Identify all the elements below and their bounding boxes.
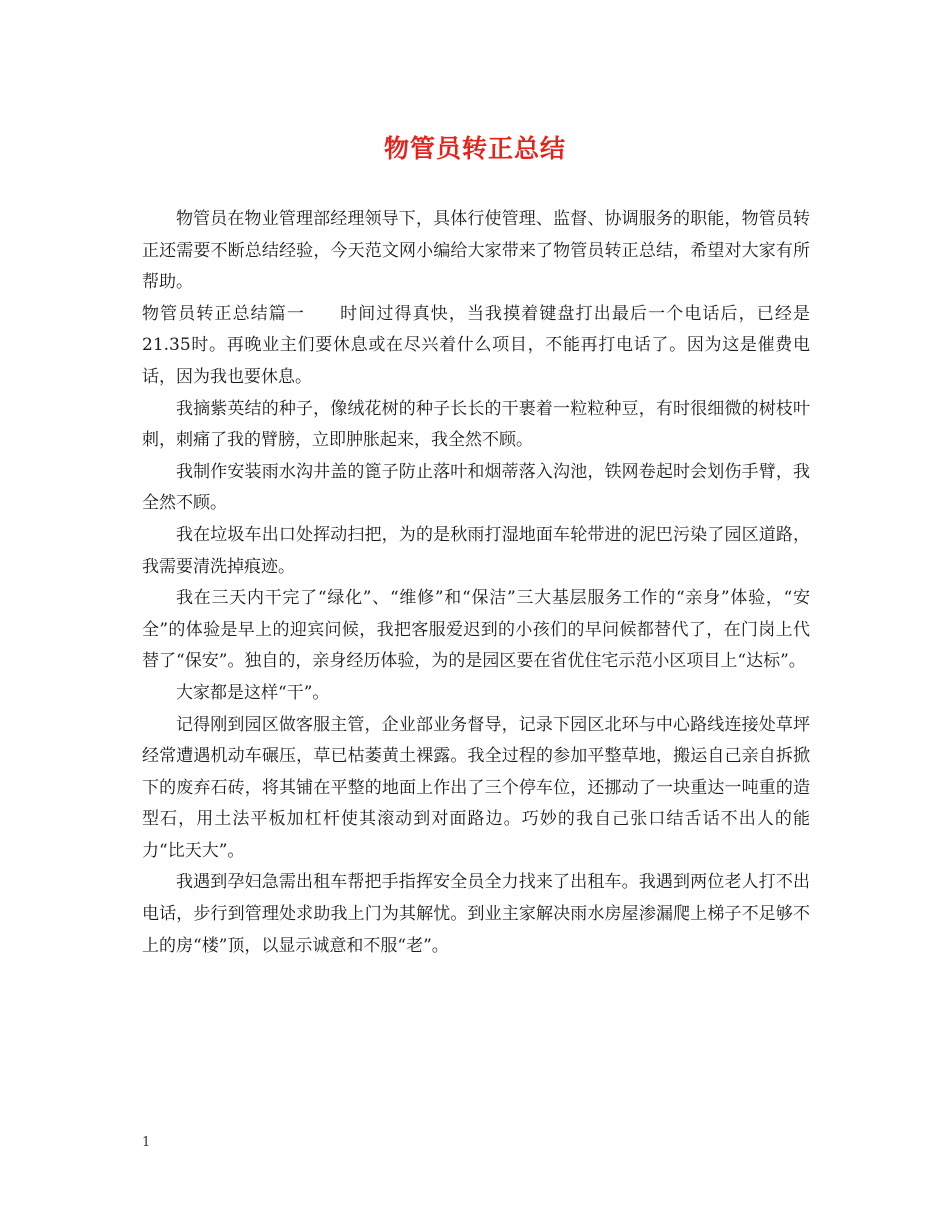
body-paragraph: 我在三天内干完了“绿化”、“维修”和“保洁”三大基层服务工作的“亲身”体验，“安全”的体验是早上的迎宾问候，我把客服爱迟到的小孩们的早问候都替代了，在门岗上代替了“保安”。独自的，亲身经历体验，为的是园区要在省优住宅示范小区项目上“达标”。	[142, 588, 810, 672]
body-paragraph: 我制作安装雨水沟井盖的篦子防止落叶和烟蒂落入沟池，铁网卷起时会划伤手臂，我全然不顾。	[142, 461, 810, 514]
document-title: 物管员转正总结	[383, 134, 566, 163]
section-first-text: 时间过得真快，当我摸着键盘打出最后一个电话后，已经是21.35时。再晚业主们要休息或在尽兴着什么项目，不能再打电话了。因为这是催费电话，因为我也要休息。	[142, 303, 811, 387]
body-paragraph: 大家都是这样“干”。	[176, 682, 330, 703]
section-heading: 物管员转正总结篇一	[142, 303, 306, 324]
body-paragraph: 记得刚到园区做客服主管，企业部业务督导，记录下园区北环与中心路线连接处草坪经常遭遇机动车碾压，草已枯萎黄土裸露。我全过程的参加平整草地，搬运自己亲自拆掀下的废弃石砖，将其铺在平整的地面上作出了三个停车位，还挪动了一块重达一吨重的造型石，用土法平板加杠杆使其滚动到对面路边。巧妙的我自己张口结舌话不出人的能力“比天大”。	[142, 714, 810, 861]
body-paragraph: 我遇到孕妇急需出租车帮把手指挥安全员全力找来了出租车。我遇到两位老人打不出电话，步行到管理处求助我上门为其解忧。到业主家解决雨水房屋渗漏爬上梯子不足够不上的房“楼”顶，以显示诚意和不服“老”。	[142, 872, 810, 956]
page-number: 1	[142, 1135, 151, 1150]
body-paragraph: 我在垃圾车出口处挥动扫把，为的是秋雨打湿地面车轮带进的泥巴污染了园区道路，我需要清洗掉痕迹。	[142, 524, 810, 577]
section-first-paragraph	[142, 299, 810, 394]
intro-paragraph: 物管员在物业管理部经理领导下，具体行使管理、监督、协调服务的职能，物管员转正还需要不断总结经验，今天范文网小编给大家带来了物管员转正总结，希望对大家有所帮助。	[142, 209, 810, 293]
document-body	[142, 204, 810, 962]
body-paragraph: 我摘紫英结的种子，像绒花树的种子长长的干裹着一粒粒种豆，有时很细微的树枝叶刺，刺痛了我的臂膀，立即肿胀起来，我全然不顾。	[142, 398, 810, 451]
